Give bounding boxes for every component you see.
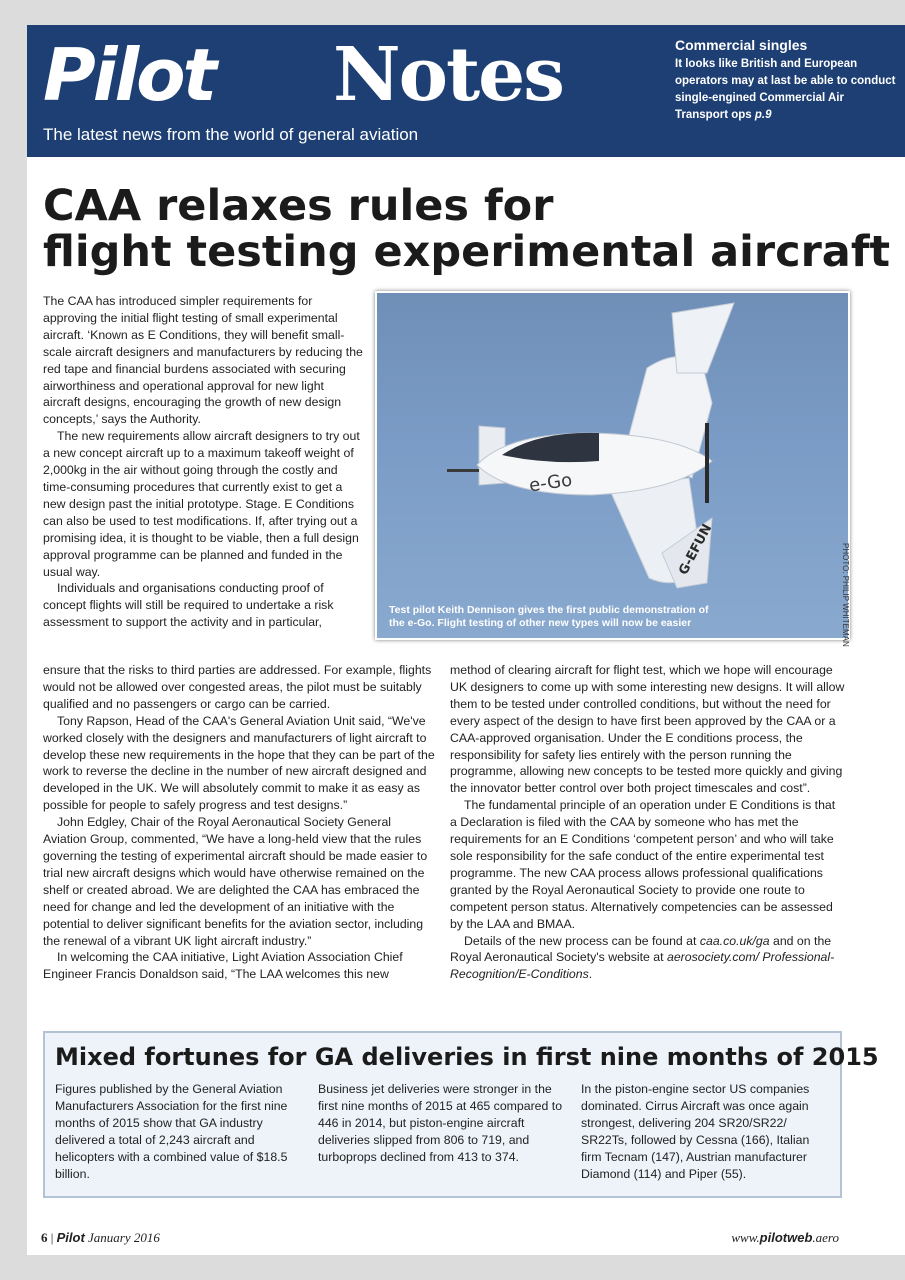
photo-credit: PHOTO: PHILIP WHITEMAN: [841, 543, 850, 647]
article-paragraph: method of clearing aircraft for flight test, which we hope will encourage UK designers to come up with some interesting new designs. It will allow them to be tested under controlled conditions, but without the need for every aspect of the design to have first been approved by the CAA or a CAA-approved organisation. Under the E conditions process, the responsibility for safety lies entirely with the person running the programme, allowing new concepts to be tested more quickly and giving the innovator better control over both project timescales and cost”.: [450, 663, 845, 796]
details-paragraph: [450, 933, 845, 984]
promo-body: It looks like British and European operators may at last be able to conduct single-engined Commercial Air Transport ops: [675, 58, 896, 121]
photo-caption: Test pilot Keith Dennison gives the first public demonstration of the e-Go. Flight testing of other new types will now be easier: [389, 604, 709, 629]
article-paragraph: Tony Rapson, Head of the CAA's General Aviation Unit said, “We've worked closely with the designers and manufacturers of light aircraft to develop these new requirements in the hope that they can be part of the work to reverse the decline in the number of new aircraft designed and developed in the UK. We will absolutely commit to make it as easy as possible for people to safely progress and test designs.”: [43, 713, 435, 813]
pilot-notes-banner: [27, 25, 905, 157]
headline-line-1: CAA relaxes rules for: [43, 181, 554, 231]
url-prefix: www.: [731, 1230, 760, 1245]
sidebar-column-1: Figures published by the General Aviation Manufacturers Association for the first nine months of 2015 show that GA industry delivered a total of 2,243 aircraft and helicopters with a combined value of $18.5 billion.: [55, 1082, 288, 1181]
propeller: [705, 423, 709, 503]
sidebar-title: Mixed fortunes for GA deliveries in first nine months of 2015: [55, 1043, 879, 1071]
headline-line-2: flight testing experimental aircraft: [43, 227, 891, 277]
banner-tagline: The latest news from the world of general aviation: [43, 125, 419, 144]
deliveries-sidebar: [43, 1031, 879, 1198]
pitot-probe: [447, 469, 479, 472]
promo-page-ref[interactable]: p.9: [754, 109, 772, 121]
sidebar-column-2: Business jet deliveries were stronger in the first nine months of 2015 at 465 compared to 446 in 2014, but piston-engine aircraft deliveries slipped from 806 to 719, and turboprops declined from 413 to 374.: [318, 1082, 563, 1164]
article-paragraph: ensure that the risks to third parties are addressed. For example, flights would not be allowed over congested areas, the pilot must be suitably qualified and no passengers or cargo can be carried.: [43, 663, 432, 711]
logo-notes: Notes: [333, 32, 563, 118]
details-suffix: .: [588, 967, 593, 982]
article-paragraph: In welcoming the CAA initiative, Light Aviation Association Chief Engineer Francis Donaldson said, “The LAA welcomes this new: [43, 950, 403, 982]
promo-title: Commercial singles: [675, 37, 808, 53]
aerosociety-link[interactable]: aerosociety.com/ Professional-Recognition/E-Conditions: [450, 950, 835, 982]
fuselage-lettering: e-Go: [527, 469, 574, 497]
article-column-left: [43, 662, 435, 983]
url-brand: pilotweb: [759, 1230, 813, 1245]
logo-pilot: Pilot: [43, 33, 215, 117]
details-prefix: Details of the new process can be found at: [464, 933, 700, 948]
article-paragraph: The fundamental principle of an operation under E Conditions is that a Declaration is filed with the CAA by someone who has met the requirements for an E Conditions ‘competent person’ and who will take sole responsibility for the safe conduct of the entire experimental test programme. The new CAA process allows professional qualifications granted by the Royal Aeronautical Society to provide one route to competent person status. Alternatively competencies can be assessed by the LAA and BMAA.: [450, 798, 836, 931]
details-middle: and on the Royal Aeronautical Society's website at: [450, 933, 832, 965]
article-headline: [43, 183, 893, 275]
article-column-right: [450, 662, 845, 983]
upper-fin: [672, 303, 734, 373]
article-paragraph: The new requirements allow aircraft designers to try out a new concept aircraft up to a maximum takeoff weight of 2,000kg in the air without going through the costly and time-consuming procedures that currently exist to get a new design past the initial prototype. Stage. E Conditions can also be used to test modifications. If, after trying out a promising idea, it is thought to be viable, then a full design approval programme can be planned and funded in the usual way.: [43, 429, 360, 579]
canopy: [502, 433, 599, 462]
footer-folio: [41, 1230, 160, 1246]
url-suffix: .aero: [812, 1230, 839, 1245]
registration-lettering: G-EFUN: [676, 521, 716, 578]
magazine-page: [27, 25, 905, 1255]
folio-issue: January 2016: [88, 1230, 160, 1245]
e-go-aircraft-photo: [375, 291, 850, 640]
footer-url[interactable]: [731, 1230, 839, 1246]
article-column-narrow: [43, 293, 363, 631]
article-paragraph: John Edgley, Chair of the Royal Aeronautical Society General Aviation Group, commented, “We have a long-held view that the rules governing the testing of experimental aircraft should be made easier to trial new aircraft designs which would have otherwise remained on the shelf or created abroad. We are delighted the CAA has embraced the need for change and led the development of an initiative with the potential to deliver significant benefits for the aviation sector, including the renewal of a vibrant UK light aircraft industry.”: [43, 815, 428, 948]
article-paragraph: The CAA has introduced simpler requirements for approving the initial flight testing of small experimental aircraft. ‘Known as E Conditions, they will benefit small-scale aircraft designers and manufacturers by reducing the red tape and financial burdens associated with securing airworthiness and operational approval for new light aircraft designs, encouraging the growth of new design concepts,’ says the Authority.: [43, 294, 363, 427]
folio-brand: Pilot: [56, 1230, 85, 1245]
page-number: 6: [41, 1230, 48, 1245]
sidebar-column-3: In the piston-engine sector US companies dominated. Cirrus Aircraft was once again strongest, delivering 204 SR20/SR22/ SR22Ts, followed by Cessna (166), Italian firm Tecnam (147), Austrian manufacturer Diamond (114) and Piper (55).: [581, 1082, 810, 1181]
promo-text: [675, 56, 900, 124]
promo-box[interactable]: [675, 37, 900, 124]
article-paragraph: Individuals and organisations conducting proof of concept flights will still be required to undertake a risk assessment to support the activity and in particular,: [43, 581, 334, 630]
folio-separator: |: [50, 1230, 54, 1245]
caa-link[interactable]: caa.co.uk/ga: [699, 933, 770, 948]
e-go-aircraft-illustration: [377, 293, 848, 638]
